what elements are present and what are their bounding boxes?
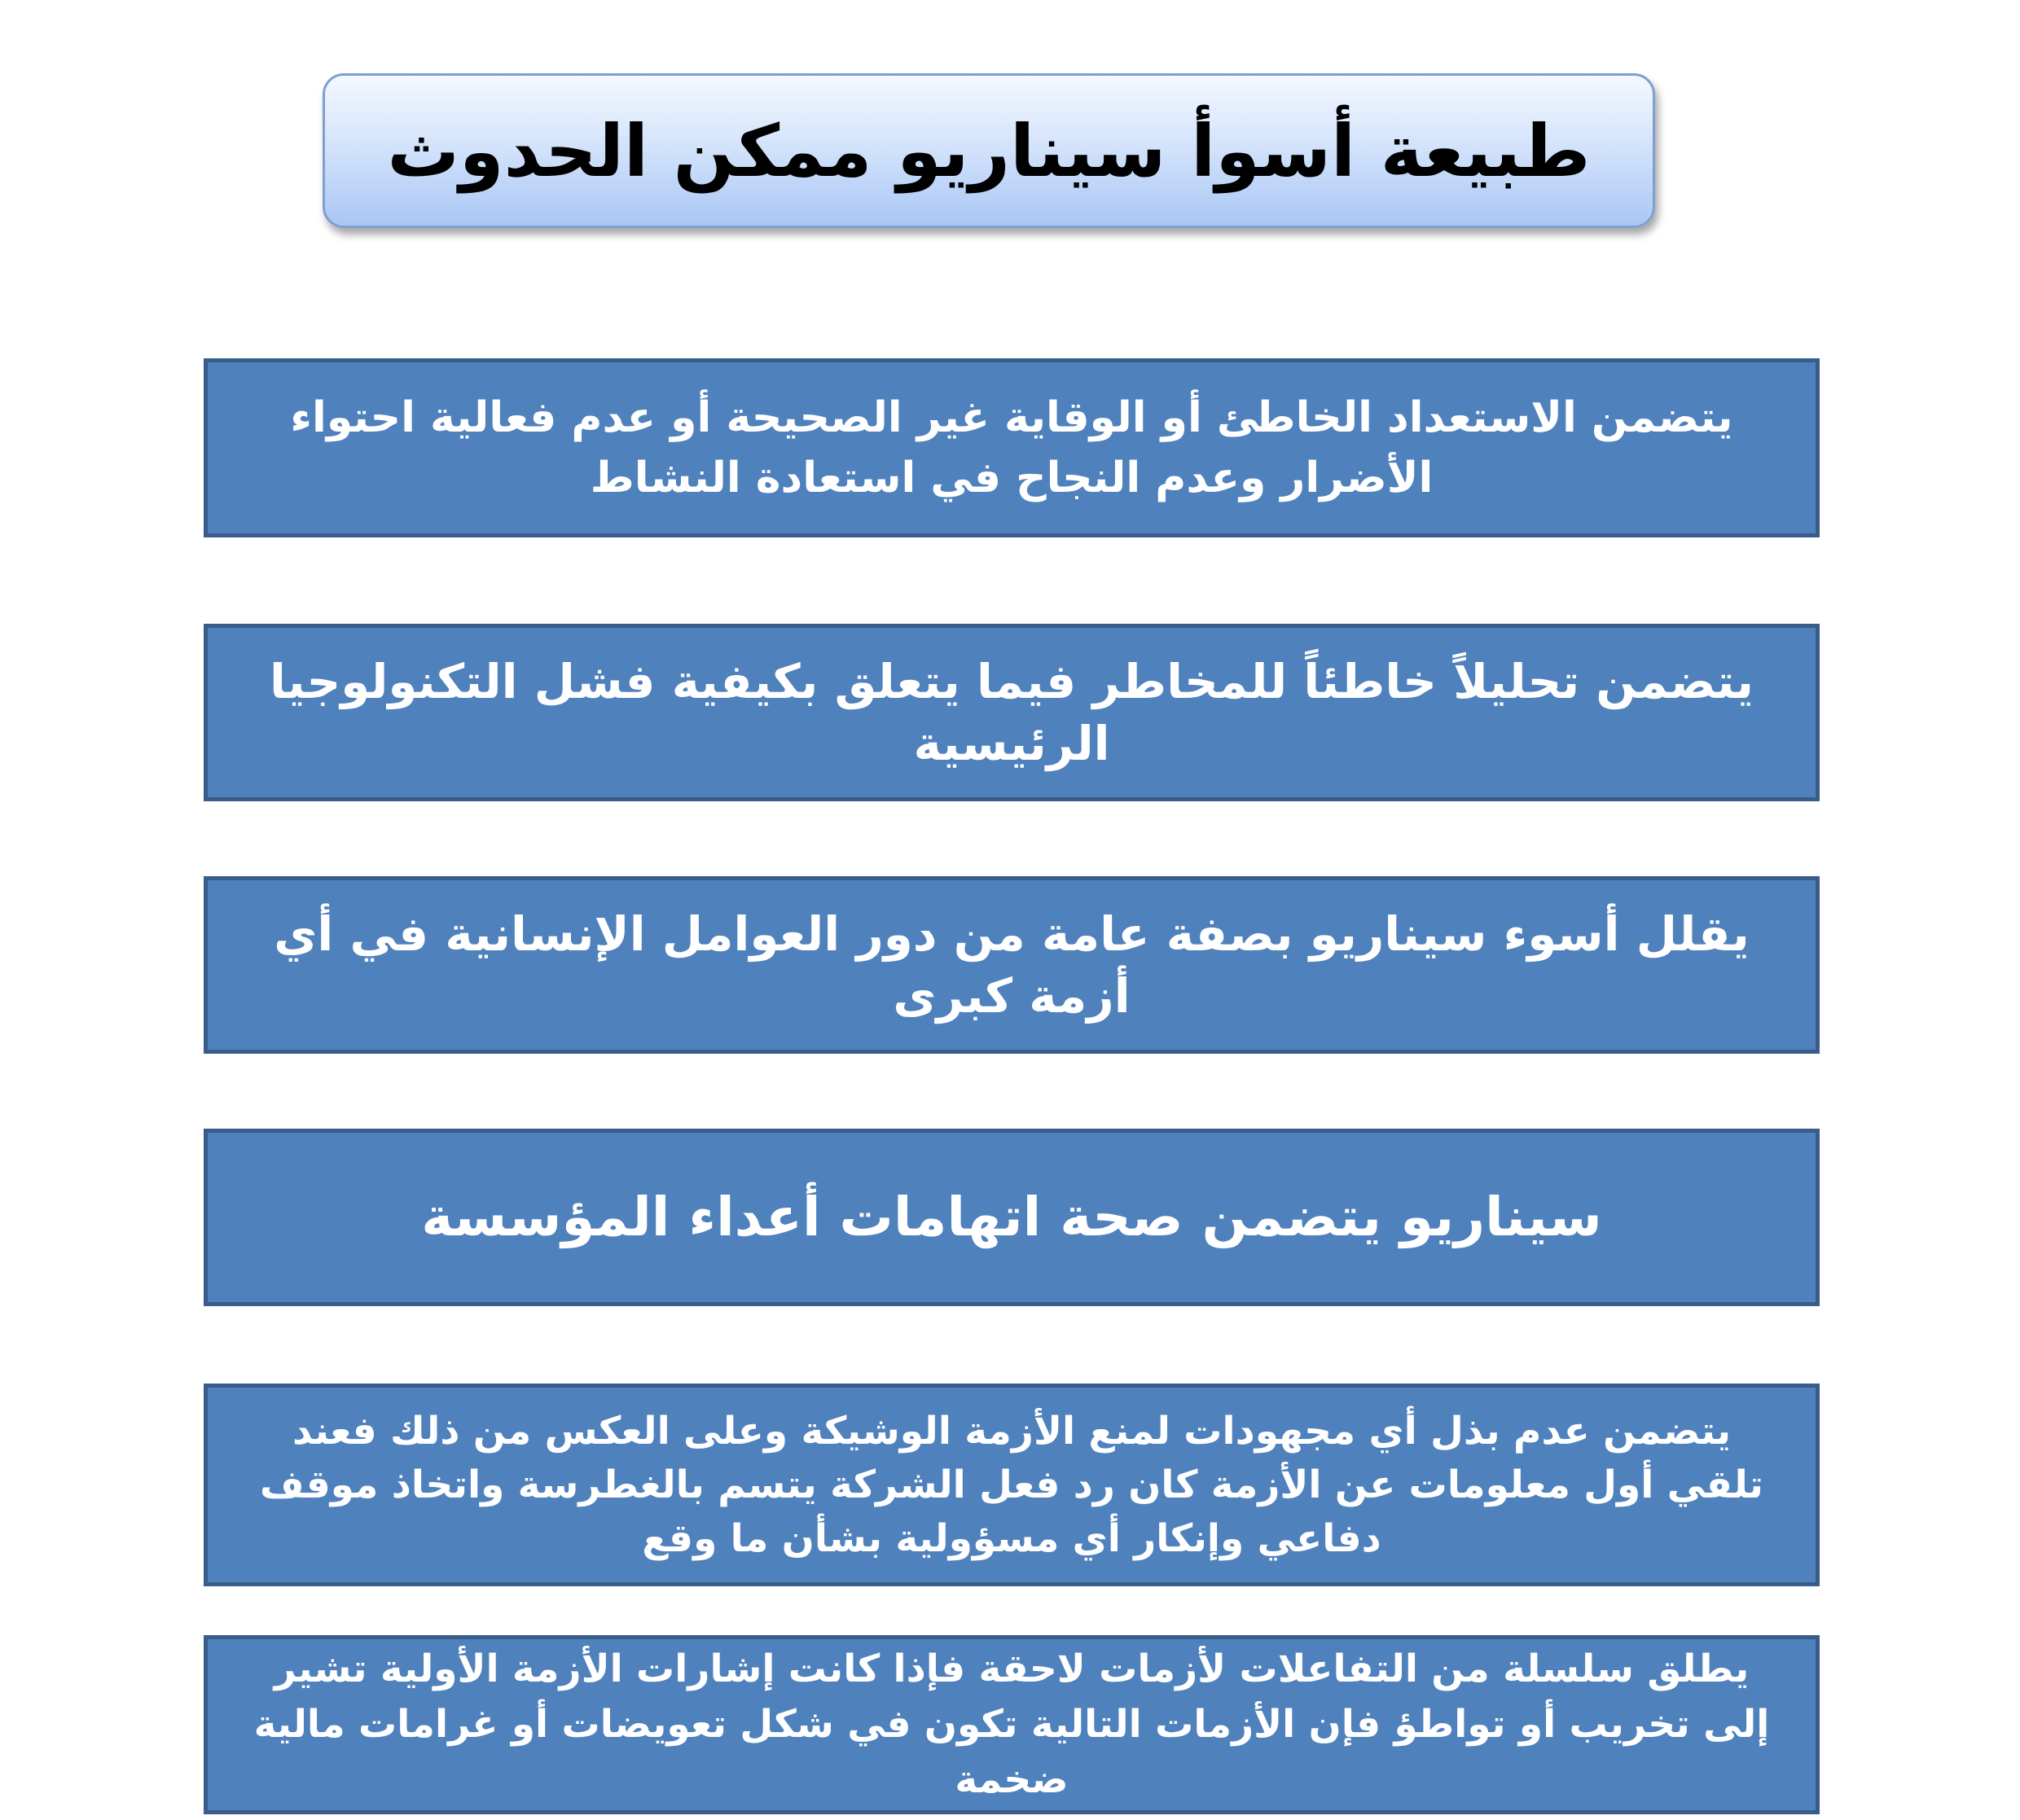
scenario-box-1 bbox=[204, 358, 1820, 537]
scenario-box-2 bbox=[204, 624, 1820, 801]
scenario-box-4 bbox=[204, 1129, 1820, 1306]
scenario-text-1: يتضمن الاستعداد الخاطئ أو الوقاية غير الصحيحة أو عدم فعالية احتواء الأضرار وعدم النجاح في استعادة النشاط bbox=[290, 393, 1733, 502]
scenario-text-3: يقلل أسوء سيناريو بصفة عامة من دور العوامل الإنسانية في أي أزمة كبرى bbox=[274, 906, 1750, 1024]
title-box bbox=[323, 73, 1655, 228]
scenario-box-5 bbox=[204, 1384, 1820, 1586]
scenario-text-6: يطلق سلسلة من التفاعلات لأزمات لاحقة فإذا كانت إشارات الأزمة الأولية تشير إلى تخريب أو تواطؤ فإن الأزمات التالية تكون في شكل تعويضات أو غرامات مالية ضخمة bbox=[253, 1647, 1770, 1802]
scenario-box-3 bbox=[204, 876, 1820, 1054]
scenario-text-5: يتضمن عدم بذل أي مجهودات لمنع الأزمة الوشيكة وعلى العكس من ذلك فعند تلقي أول معلومات عن الأزمة كان رد فعل الشركة يتسم بالغطرسة واتخاذ موقف دفاعي وإنكار أي مسؤولية بشأن ما وقع bbox=[260, 1408, 1763, 1561]
diagram-title: طبيعة أسوأ سيناريو ممكن الحدوث bbox=[387, 108, 1591, 193]
scenario-box-6 bbox=[204, 1635, 1820, 1814]
scenario-text-4: سيناريو يتضمن صحة اتهامات أعداء المؤسسة bbox=[421, 1186, 1602, 1248]
scenario-text-2: يتضمن تحليلاً خاطئاً للمخاطر فيما يتعلق بكيفية فشل التكنولوجيا الرئيسية bbox=[270, 654, 1754, 771]
